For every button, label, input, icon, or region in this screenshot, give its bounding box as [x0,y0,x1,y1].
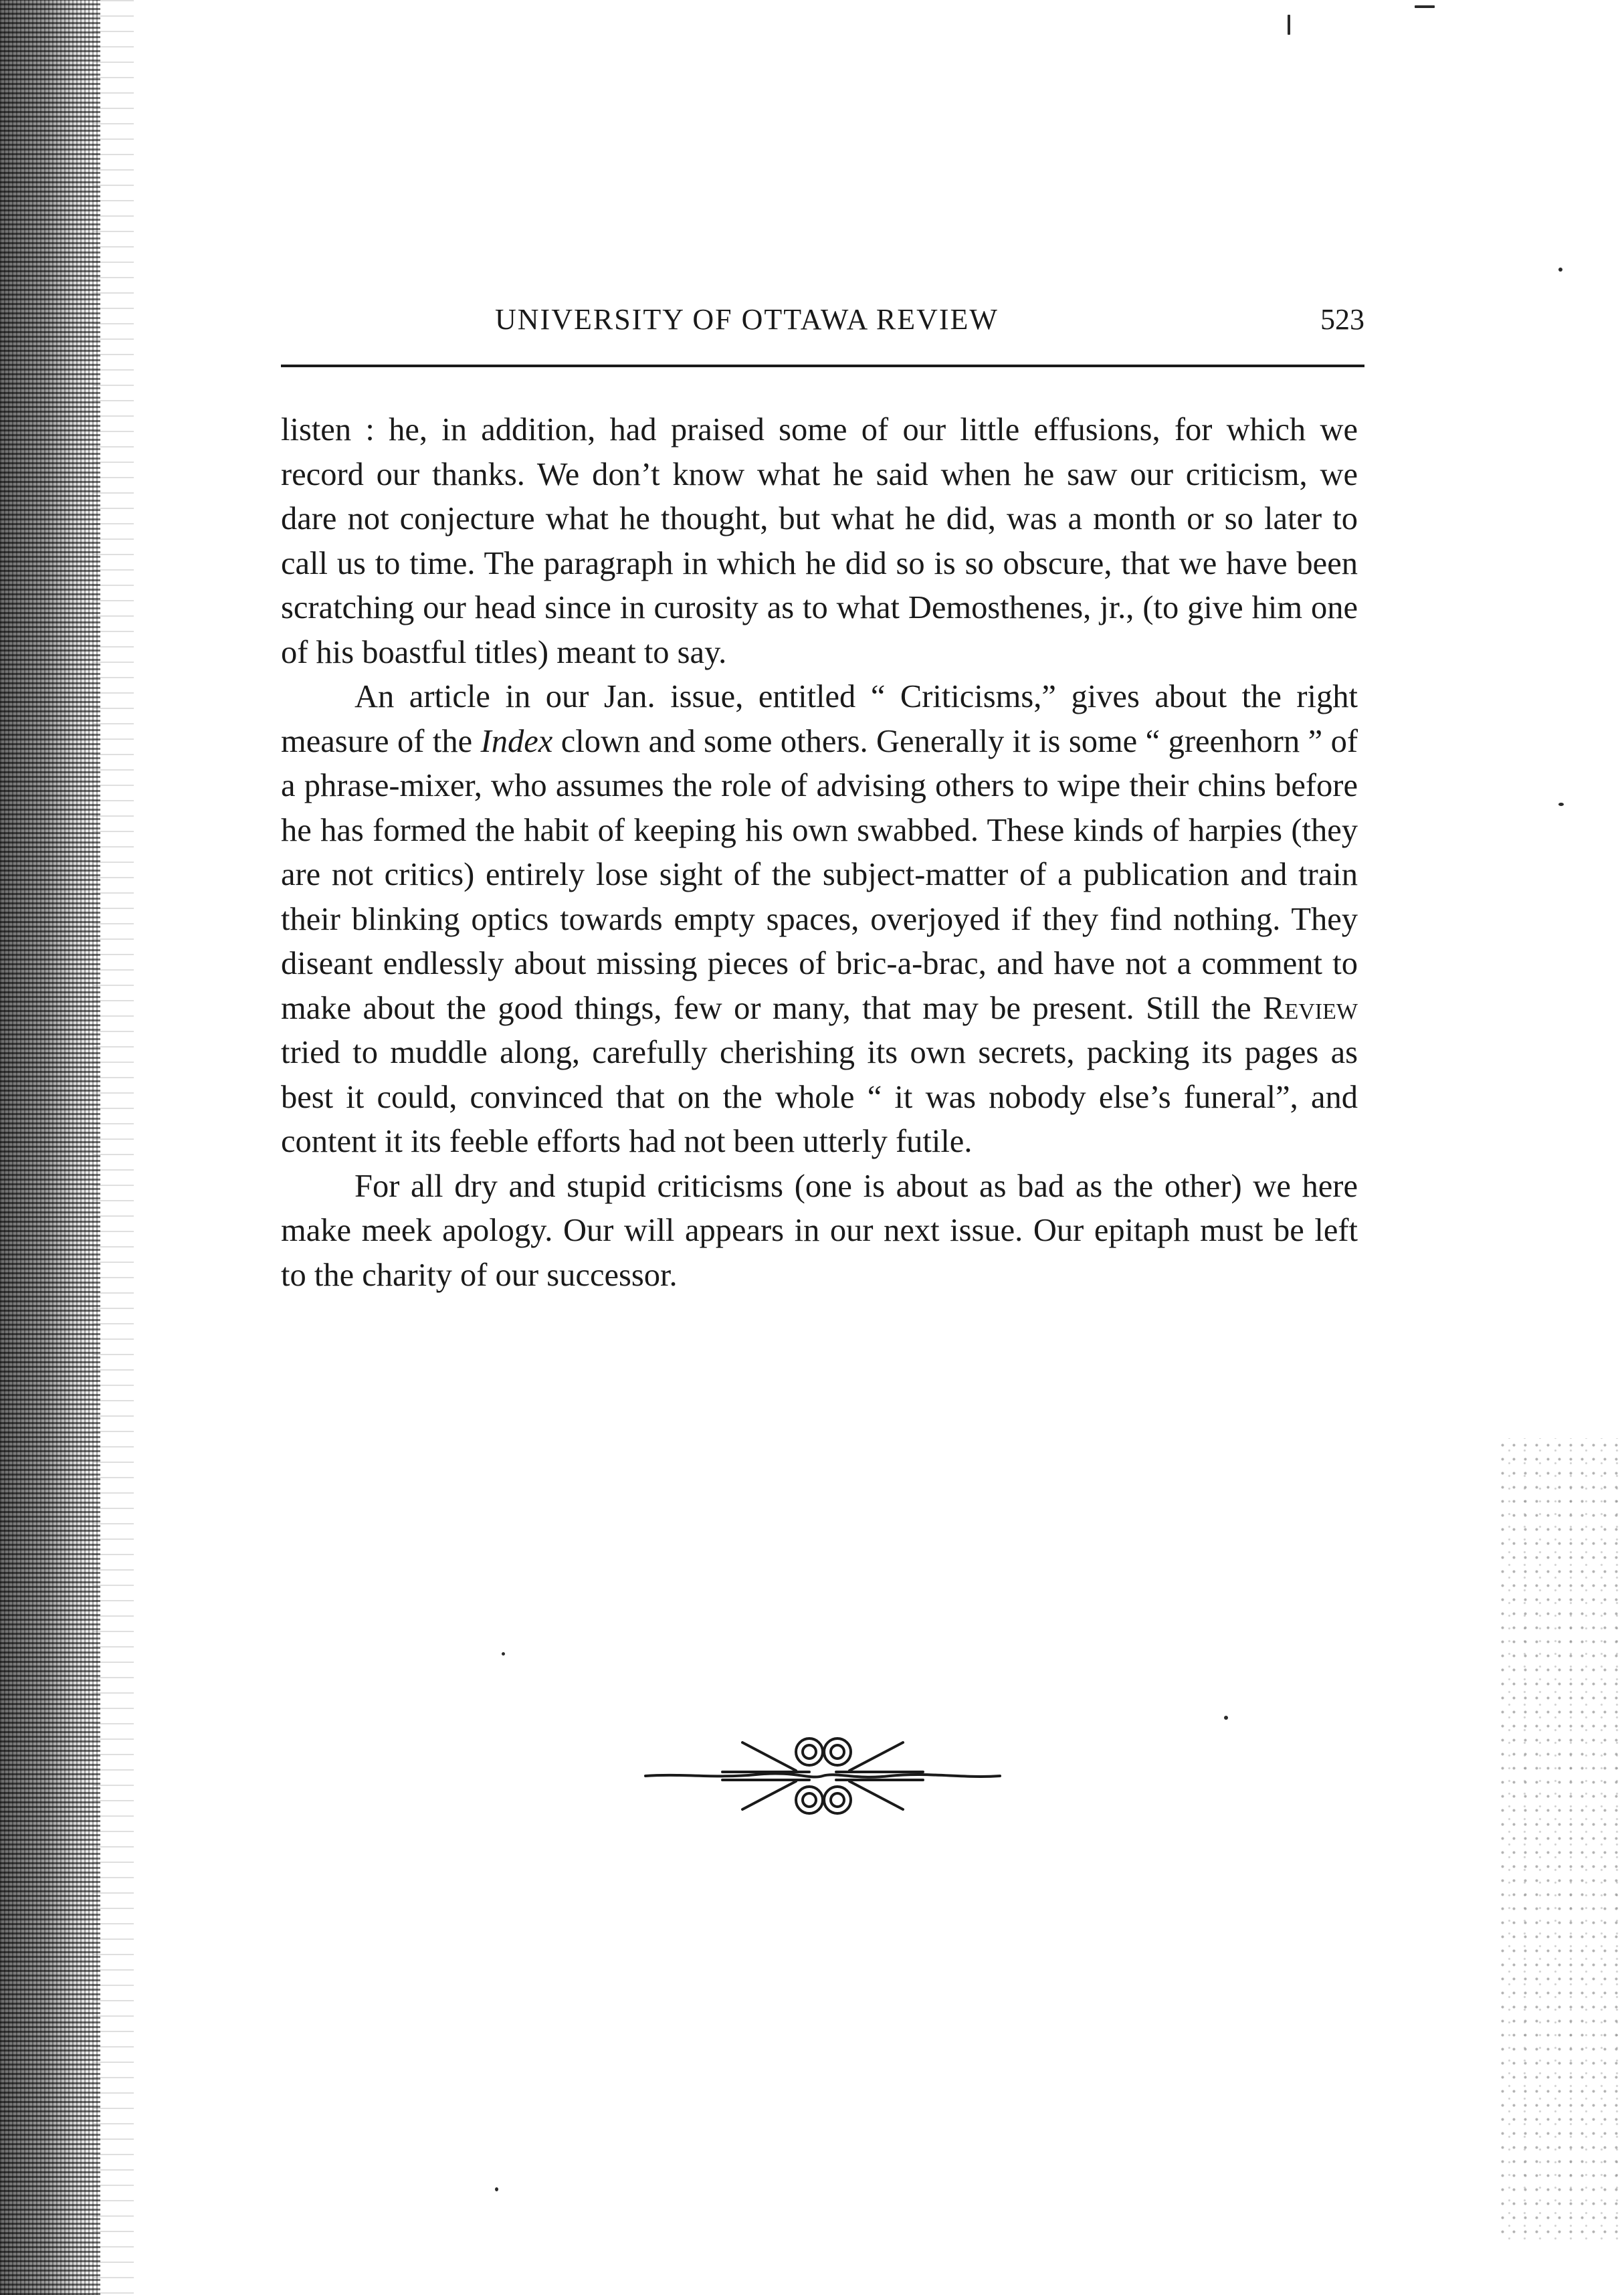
running-title: UNIVERSITY OF OTTAWA REVIEW [495,303,999,336]
scroll-ornament-icon [642,1722,1003,1829]
scanned-binding-edge [0,0,100,2295]
index-title: Index [480,723,553,759]
text-run: tried to muddle along, carefully cherishing its own secrets, packing its pages as best it could, convinced that on the whole “ it was nobody else’s funeral”, and content it its feeble efforts had not been utterly futile. [281,1035,1358,1159]
paragraph-continuation [281,408,1358,675]
scan-mark [495,2187,498,2191]
paragraph-apology: For all dry and stupid criticisms (one is about as bad as the other) we here make meek apology. Our will appears in our next issue. Our epitaph must be left to the charity of our successor. [281,1168,1358,1293]
scan-mark [1415,5,1435,8]
scan-mark [502,1652,505,1656]
scan-mark [1558,268,1562,272]
text-line: which we record our thanks. We don’t know what he said when [281,412,1358,492]
binding-shadow [94,0,134,2295]
scan-mark [1224,1716,1228,1720]
text-run: clown and some others. Generally it is some “ greenhorn ” of a phrase-mixer, who assumes the role of advising others to wipe their chins before he has formed the habit of keeping his own swabbed. These kinds of harpies (they are not critics) entirely lose sight of the subject-matter of a publication and train their blinking optics towards empty spaces, overjoyed if they find nothing. They diseant endlessly about missing pieces of bric-a-brac, and have not a comment to make about the good things, few or many, that may be present. Still the [281,723,1358,1026]
text-line: (to give him one of his boastful titles) meant to say. [281,590,1358,670]
article-body [281,408,1358,1298]
header-rule [281,365,1364,367]
scan-mark [1288,15,1290,35]
text-line: listen : he, in addition, had praised some of our little effusions, for [281,412,1227,447]
page-header [281,302,1364,356]
text-line: scratching our head since in curosity as to what Demosthenes, jr., [281,590,1143,625]
text-line: paragraph in which he did so is so obscure, that we have been [543,545,1358,581]
scan-mark [1558,803,1564,806]
page-number: 523 [1320,303,1364,336]
review-name: Review [1263,990,1358,1026]
edge-speckle [1497,1438,1624,2241]
paragraph-criticisms [281,675,1358,1165]
text-line: what he did, was a month or so later to call us to time. The [281,501,1358,581]
text-line: he saw our criticism, we dare not conjecture what he thought, but [281,456,1358,536]
text-run: An article in our Jan. issue, entitled “ Criticisms,” gives about the right measure of the [281,679,1358,759]
